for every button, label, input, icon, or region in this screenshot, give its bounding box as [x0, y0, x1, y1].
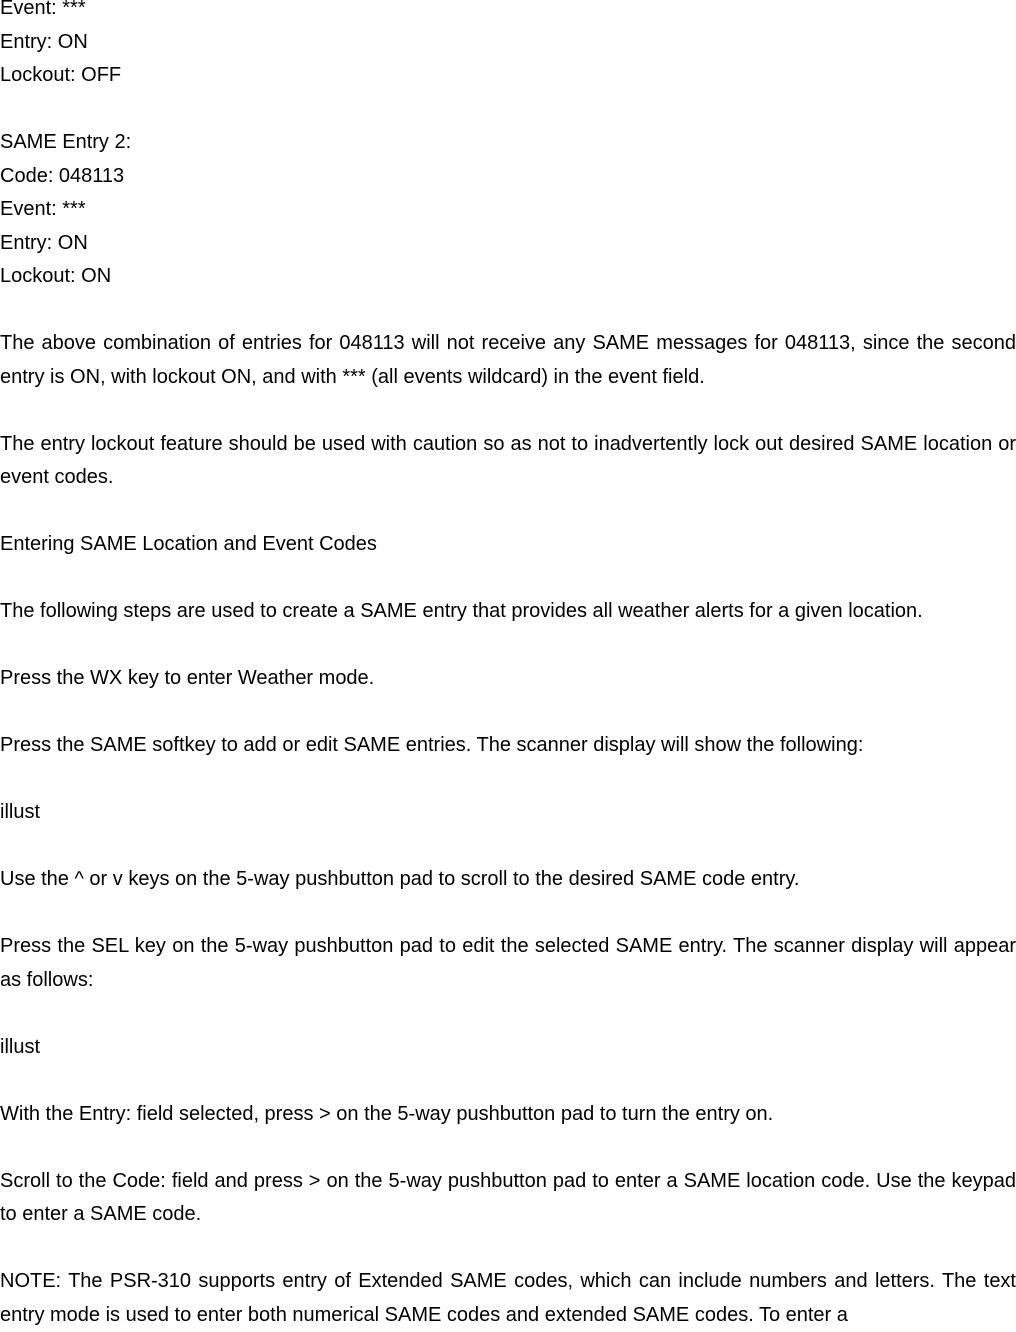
entry1-lockout: Lockout: OFF	[0, 64, 122, 86]
paragraph-steps-intro: The following steps are used to create a SAME entry that provides all weather alerts for a given location.	[0, 600, 923, 622]
paragraph-caution: The entry lockout feature should be used with caution so as not to inadvertently lock out desired SAME location or event codes.	[0, 432, 1016, 488]
blank-line	[0, 629, 1016, 663]
blank-line	[0, 830, 1016, 864]
blank-line	[0, 897, 1016, 931]
step-entry-field: With the Entry: field selected, press > on the 5-way pushbutton pad to turn the entry on.	[0, 1102, 774, 1125]
blank-line	[0, 294, 1016, 328]
step-same-softkey: Press the SAME softkey to add or edit SAME entries. The scanner display will show the following:	[0, 734, 864, 756]
blank-line	[0, 997, 1016, 1031]
blank-line	[0, 394, 1016, 428]
entry2-entry: Entry: ON	[0, 231, 88, 254]
step-scroll: Use the ^ or v keys on the 5-way pushbutton pad to scroll to the desired SAME code entry.	[0, 868, 800, 890]
entry2-code: Code: 048113	[0, 164, 125, 187]
entry2-lockout: Lockout: ON	[0, 265, 112, 287]
step-sel-key: Press the SEL key on the 5-way pushbutton pad to edit the selected SAME entry. The scanner display will appear as follows:	[0, 935, 1016, 991]
illustration-placeholder-1: illust	[0, 801, 41, 823]
blank-line	[0, 1131, 1016, 1165]
blank-line	[0, 1232, 1016, 1266]
entry2-heading: SAME Entry 2:	[0, 131, 132, 153]
section-heading: Entering SAME Location and Event Codes	[0, 533, 377, 555]
entry2-event: Event: ***	[0, 198, 86, 220]
entry1-entry: Entry: ON	[0, 30, 88, 53]
blank-line	[0, 696, 1016, 730]
entry1-event: Event: ***	[0, 0, 86, 19]
blank-line	[0, 93, 1016, 127]
paragraph-combination: The above combination of entries for 048113 will not receive any SAME messages for 048113, since the second entry is ON, with lockout ON, and with *** (all events wildcard) in the event field.	[0, 332, 1016, 388]
note-extended-same: NOTE: The PSR-310 supports entry of Extended SAME codes, which can include numbers and letters. The text entry mode is used to enter both numerical SAME codes and extended SAME codes. To enter a	[0, 1270, 1016, 1326]
blank-line	[0, 1064, 1016, 1098]
step-wx-key: Press the WX key to enter Weather mode.	[0, 667, 375, 689]
step-code-field: Scroll to the Code: field and press > on the 5-way pushbutton pad to enter a SAME location code. Use the keypad to enter a SAME code.	[0, 1169, 1016, 1225]
blank-line	[0, 495, 1016, 529]
blank-line	[0, 763, 1016, 797]
blank-line	[0, 562, 1016, 596]
illustration-placeholder-2: illust	[0, 1035, 41, 1058]
